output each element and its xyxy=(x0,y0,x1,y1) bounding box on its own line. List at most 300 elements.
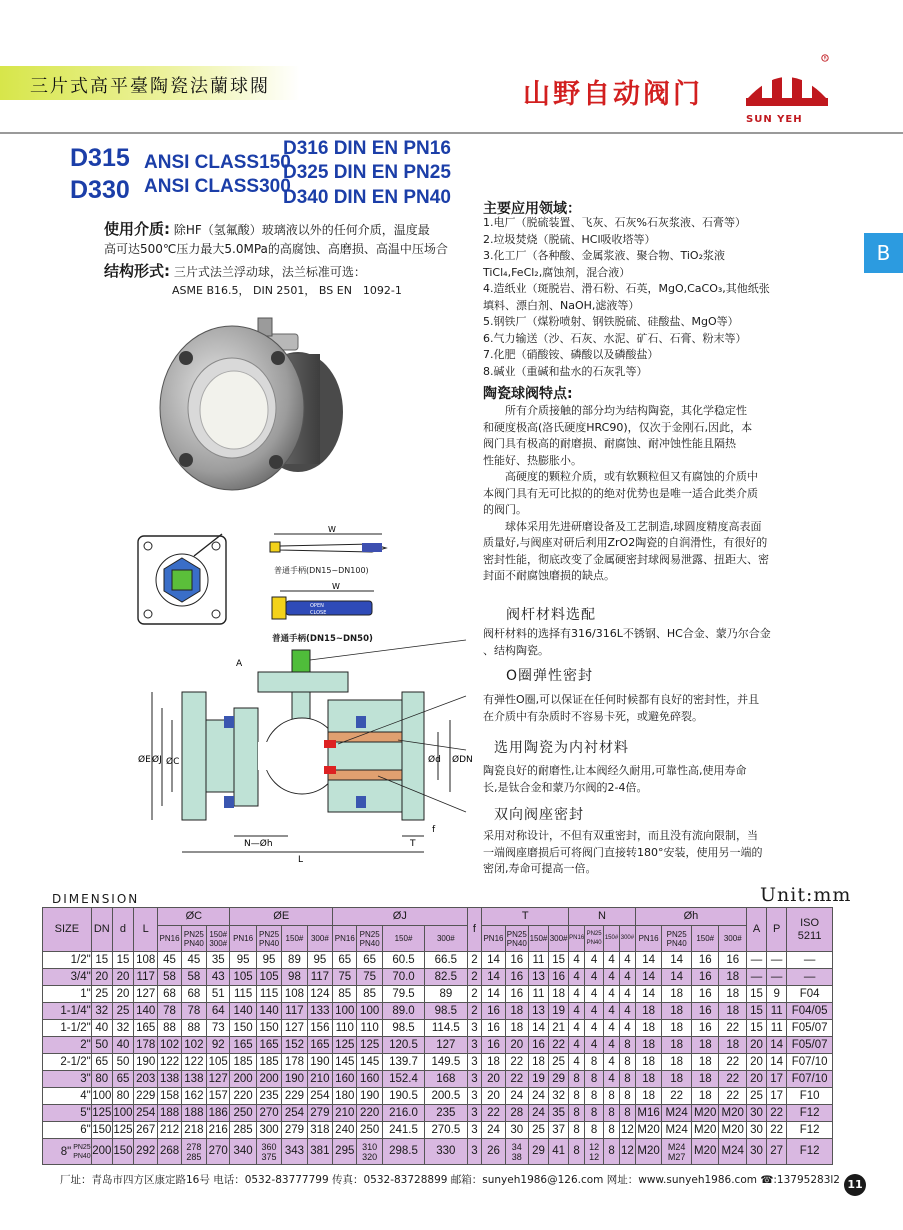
table-cell: 88 xyxy=(181,1020,206,1037)
feature-line: 性能好、热膨胀小。 xyxy=(483,453,582,467)
table-cell: 98 xyxy=(282,969,307,986)
table-cell: 19 xyxy=(528,1071,548,1088)
table-cell: 65 xyxy=(357,952,382,969)
table-cell: 75 xyxy=(357,969,382,986)
table-cell: 115 xyxy=(256,986,281,1003)
table-cell: 235 xyxy=(256,1088,281,1105)
head-c: ØC xyxy=(158,908,230,926)
table-cell: 30 xyxy=(747,1139,767,1165)
table-cell: 14 xyxy=(662,952,692,969)
table-cell: 18 xyxy=(635,1088,661,1105)
table-cell: 250 xyxy=(357,1122,382,1139)
table-cell: 218 xyxy=(181,1122,206,1139)
table-cell: 138 xyxy=(158,1071,181,1088)
sub-pn2540: PN25 PN40 xyxy=(256,926,281,952)
table-cell: 16 xyxy=(549,969,569,986)
table-cell: F05/07 xyxy=(787,1020,833,1037)
unit-label: Unit:mm xyxy=(760,884,852,906)
head-f: f xyxy=(467,908,482,952)
table-cell: 145 xyxy=(357,1054,382,1071)
table-cell: 14 xyxy=(635,986,661,1003)
annotation-title: 阀杆材料选配 xyxy=(506,607,596,623)
table-row xyxy=(43,1122,833,1139)
application-item: 8.碱业（重碱和盐水的石灰乳等） xyxy=(483,364,648,378)
table-cell: 152.4 xyxy=(382,1071,424,1088)
sub-150: 150# xyxy=(282,926,307,952)
table-cell: 220 xyxy=(357,1105,382,1122)
header-divider xyxy=(0,132,903,134)
table-cell: 270 xyxy=(207,1139,230,1165)
table-cell: 292 xyxy=(134,1139,158,1165)
table-cell: 18 xyxy=(528,1054,548,1071)
table-cell: 165 xyxy=(134,1020,158,1037)
page-number: 11 xyxy=(844,1174,866,1196)
table-cell: 4 xyxy=(619,986,635,1003)
table-cell: F12 xyxy=(787,1105,833,1122)
small-handle-drawing xyxy=(266,582,381,633)
table-cell: 180 xyxy=(333,1088,357,1105)
head-n: N xyxy=(569,908,636,926)
table-cell: 18 xyxy=(662,986,692,1003)
table-cell: 11 xyxy=(767,1003,787,1020)
table-cell: 18 xyxy=(635,1037,661,1054)
table-cell: 89 xyxy=(425,986,467,1003)
table-row xyxy=(43,1003,833,1020)
table-row xyxy=(43,952,833,969)
table-cell: 4 xyxy=(585,1003,604,1020)
table-cell: 267 xyxy=(134,1122,158,1139)
table-cell: 188 xyxy=(158,1105,181,1122)
table-row xyxy=(43,1020,833,1037)
sub-150: 150# xyxy=(382,926,424,952)
table-cell: 14 xyxy=(528,1020,548,1037)
model-ansi300: ANSI CLASS300 xyxy=(144,176,291,197)
table-cell: 22 xyxy=(719,1088,747,1105)
annotation-line: 在介质中有杂质时不容易卡死，或避免碎裂。 xyxy=(483,709,703,723)
table-cell: 140 xyxy=(134,1003,158,1020)
table-cell: 125 xyxy=(357,1037,382,1054)
table-cell: 18 xyxy=(635,1020,661,1037)
table-cell: 145 xyxy=(333,1054,357,1071)
table-cell: F04/05 xyxy=(787,1003,833,1020)
table-cell: 12 xyxy=(619,1139,635,1165)
table-cell: M20 xyxy=(635,1122,661,1139)
sub-150: 150# xyxy=(528,926,548,952)
table-cell: 100 xyxy=(91,1088,112,1105)
sub-c150300: 150# 300# xyxy=(207,926,230,952)
table-cell: 279 xyxy=(282,1122,307,1139)
table-cell: 18 xyxy=(691,1037,719,1054)
feature-line: 封面不耐腐蚀磨损的缺点。 xyxy=(483,569,615,582)
table-cell: 122 xyxy=(181,1054,206,1071)
table-cell: 35 xyxy=(207,952,230,969)
table-cell: 20 xyxy=(482,1071,505,1088)
media-label: 使用介质: xyxy=(104,220,170,238)
table-cell: M20 xyxy=(635,1139,661,1165)
table-cell: 20 xyxy=(747,1054,767,1071)
sub-300: 300# xyxy=(619,926,635,952)
table-cell: 115 xyxy=(230,986,256,1003)
table-cell: 165 xyxy=(307,1037,332,1054)
table-cell: 318 xyxy=(307,1122,332,1139)
table-cell: 29 xyxy=(549,1071,569,1088)
table-cell: 32 xyxy=(549,1088,569,1105)
dim-l: L xyxy=(298,855,304,865)
table-cell: 2 xyxy=(467,969,482,986)
table-cell: 110 xyxy=(333,1020,357,1037)
table-cell: F10 xyxy=(787,1088,833,1105)
table-cell: 14 xyxy=(635,952,661,969)
table-cell: 114.5 xyxy=(425,1020,467,1037)
table-cell: 24 xyxy=(505,1088,528,1105)
row-size: 1/2" xyxy=(43,952,92,969)
table-cell: 216.0 xyxy=(382,1105,424,1122)
dim-nh: N—Øh xyxy=(244,839,273,849)
table-cell: 160 xyxy=(357,1071,382,1088)
row-size: 1-1/4" xyxy=(43,1003,92,1020)
table-cell: 108 xyxy=(282,986,307,1003)
table-cell: 220 xyxy=(230,1088,256,1105)
dimension-table xyxy=(42,907,833,1165)
dim-w-1: W xyxy=(328,525,336,534)
dim-c: ØC xyxy=(166,757,180,767)
table-cell: 188 xyxy=(181,1105,206,1122)
table-cell: 20 xyxy=(112,986,133,1003)
table-cell: 65 xyxy=(91,1054,112,1071)
struct-text-1: 三片式法兰浮动球，法兰标准可选： xyxy=(173,265,366,279)
table-cell: 125 xyxy=(112,1122,133,1139)
struct-label: 结构形式: xyxy=(104,262,170,280)
table-cell: 298.5 xyxy=(382,1139,424,1165)
table-cell: 4 xyxy=(569,969,585,986)
head-h: Øh xyxy=(635,908,746,926)
table-cell: 158 xyxy=(158,1088,181,1105)
sub-pn2540: PN25 PN40 xyxy=(357,926,382,952)
head-e: ØE xyxy=(230,908,333,926)
table-cell: 4 xyxy=(604,952,620,969)
table-cell: 14 xyxy=(482,969,505,986)
table-cell: 254 xyxy=(307,1088,332,1105)
table-cell: 8 xyxy=(604,1139,620,1165)
table-cell: 210 xyxy=(333,1105,357,1122)
table-cell: 125 xyxy=(91,1105,112,1122)
table-cell: 50 xyxy=(112,1054,133,1071)
table-cell: 14 xyxy=(767,1037,787,1054)
feature-line: 质量好,与阀座对研后利用ZrO2陶瓷的自润滑性，有很好的 xyxy=(483,536,768,549)
table-cell: 24 xyxy=(528,1088,548,1105)
table-cell: 162 xyxy=(181,1088,206,1105)
table-cell: 85 xyxy=(357,986,382,1003)
table-cell: F07/10 xyxy=(787,1054,833,1071)
table-cell: 18 xyxy=(549,986,569,1003)
sub-150: 150# xyxy=(604,926,620,952)
table-cell: 11 xyxy=(528,986,548,1003)
table-cell: 18 xyxy=(662,1003,692,1020)
table-cell: 8 xyxy=(569,1139,585,1165)
table-cell: 8 xyxy=(619,1071,635,1088)
table-cell: 73 xyxy=(207,1020,230,1037)
table-cell: 28 xyxy=(505,1105,528,1122)
split-bottom: PN40 xyxy=(73,1152,91,1160)
dimension-label: DIMENSION xyxy=(52,892,140,906)
table-cell: 20 xyxy=(747,1037,767,1054)
page-title: 三片式高平臺陶瓷法蘭球閥 xyxy=(30,76,270,97)
table-row xyxy=(43,1071,833,1088)
table-cell: 98.5 xyxy=(382,1020,424,1037)
footer-contact: 厂址：青岛市四方区康定路16号 电话：0532-83777799 传真：0532-83728899 邮箱：sunyeh1986@126.com 网址：www.sunyeh1986.com ☎:13795283l2 xyxy=(60,1174,840,1186)
table-cell: 22 xyxy=(505,1071,528,1088)
table-cell: 3 xyxy=(467,1139,482,1165)
table-cell: 178 xyxy=(282,1054,307,1071)
applications-list xyxy=(483,215,803,380)
table-cell: 75 xyxy=(333,969,357,986)
table-cell: 95 xyxy=(256,952,281,969)
table-cell: 2 xyxy=(467,1003,482,1020)
table-cell: 16 xyxy=(691,1003,719,1020)
table-cell: 4 xyxy=(604,1054,620,1071)
table-cell: 11 xyxy=(767,1020,787,1037)
table-cell: 25 xyxy=(528,1122,548,1139)
table-cell: 190 xyxy=(134,1054,158,1071)
application-item: 6.气力输送（沙、石灰、水泥、矿石、石膏、粉末等） xyxy=(483,331,747,345)
dim-f: f xyxy=(432,825,436,835)
struct-text-2: ASME B16.5， DIN 2501， BS EN 1092-1 xyxy=(172,284,402,297)
sub-pn2540: PN25 PN40 xyxy=(505,926,528,952)
table-cell: 20 xyxy=(482,1088,505,1105)
table-cell: 16 xyxy=(691,986,719,1003)
row-size: 5" xyxy=(43,1105,92,1122)
table-cell: 4 xyxy=(585,986,604,1003)
table-cell: 32 xyxy=(91,1003,112,1020)
table-cell: 149.5 xyxy=(425,1054,467,1071)
table-cell: 330 xyxy=(425,1139,467,1165)
table-cell: 68 xyxy=(158,986,181,1003)
table-cell: 58 xyxy=(181,969,206,986)
sub-pn16: PN16 xyxy=(333,926,357,952)
table-cell: 117 xyxy=(134,969,158,986)
table-cell: 8 xyxy=(604,1122,620,1139)
table-cell: 41 xyxy=(549,1139,569,1165)
table-cell: 12 xyxy=(619,1122,635,1139)
sub-pn16: PN16 xyxy=(635,926,661,952)
table-cell: 16 xyxy=(691,952,719,969)
annotation-text xyxy=(483,692,793,725)
table-cell: 133 xyxy=(307,1003,332,1020)
feature-line: 和硬度极高(洛氏硬度HRC90)，仅次于金刚石,因此，本 xyxy=(483,420,753,434)
table-cell: 22 xyxy=(549,1037,569,1054)
table-cell: 254 xyxy=(282,1105,307,1122)
table-cell: 25 xyxy=(112,1003,133,1020)
table-cell: 4 xyxy=(569,1020,585,1037)
table-cell: 82.5 xyxy=(425,969,467,986)
table-cell: 18 xyxy=(662,1037,692,1054)
table-cell: 18 xyxy=(505,1020,528,1037)
table-cell: 80 xyxy=(91,1071,112,1088)
table-cell: 190 xyxy=(307,1054,332,1071)
top-view-drawing xyxy=(134,532,232,628)
table-cell: 16 xyxy=(505,952,528,969)
row-size: 3/4" xyxy=(43,969,92,986)
sub-pn2540: PN25 PN40 xyxy=(662,926,692,952)
brand-name: 山野自动阀门 xyxy=(523,79,703,110)
application-item: 5.钢铁厂（煤粉喷射、钢铁脱硫、硅酸盐、MgO等） xyxy=(483,315,739,328)
feature-line: 所有介质接触的部分均为结构陶瓷，其化学稳定性 xyxy=(505,404,747,417)
table-cell: 360 375 xyxy=(256,1139,281,1165)
model-din16: D316 DIN EN PN16 xyxy=(283,138,451,159)
table-cell: 98.5 xyxy=(425,1003,467,1020)
table-cell: 14 xyxy=(482,952,505,969)
table-cell: 127 xyxy=(207,1071,230,1088)
table-cell: 16 xyxy=(505,986,528,1003)
table-cell: 3 xyxy=(467,1054,482,1071)
table-cell: 110 xyxy=(357,1020,382,1037)
section-drawing xyxy=(128,650,473,872)
table-cell: 22 xyxy=(482,1105,505,1122)
table-cell: 13 xyxy=(528,969,548,986)
table-cell: 240 xyxy=(333,1122,357,1139)
dim-w-2: W xyxy=(332,582,340,591)
table-cell: 16 xyxy=(505,969,528,986)
table-cell: F07/10 xyxy=(787,1071,833,1088)
table-cell: 140 xyxy=(230,1003,256,1020)
table-cell: 24 xyxy=(482,1122,505,1139)
table-cell: 254 xyxy=(134,1105,158,1122)
table-cell: 32 xyxy=(112,1020,133,1037)
table-cell: 19 xyxy=(549,1003,569,1020)
model-ansi150: ANSI CLASS150 xyxy=(144,152,291,173)
table-cell: 88 xyxy=(158,1020,181,1037)
table-cell: 17 xyxy=(767,1071,787,1088)
sub-300: 300# xyxy=(307,926,332,952)
table-cell: M20 xyxy=(691,1139,719,1165)
table-cell: 8 xyxy=(585,1122,604,1139)
table-cell: 8 xyxy=(619,1105,635,1122)
table-cell: 18 xyxy=(691,1054,719,1071)
table-cell: 12 12 xyxy=(585,1139,604,1165)
table-cell: 138 xyxy=(181,1071,206,1088)
row-size: 3" xyxy=(43,1071,92,1088)
feature-line: 球体采用先进研磨设备及工艺制造,球圆度精度高表面 xyxy=(505,519,762,533)
table-cell: 216 xyxy=(207,1122,230,1139)
table-cell: 35 xyxy=(549,1105,569,1122)
sub-pn2540: PN25 PN40 xyxy=(181,926,206,952)
table-cell: 8 xyxy=(585,1071,604,1088)
head-iso-1: ISO xyxy=(800,916,820,929)
table-cell: — xyxy=(767,969,787,986)
sub-pn16: PN16 xyxy=(482,926,505,952)
application-item: TiCl₄,FeCl₂,腐蚀剂，混合液） xyxy=(483,265,631,279)
table-cell: 70.0 xyxy=(382,969,424,986)
table-cell: 18 xyxy=(719,969,747,986)
table-cell: 18 xyxy=(691,1071,719,1088)
table-cell: 22 xyxy=(505,1054,528,1071)
table-cell: 3 xyxy=(467,1105,482,1122)
annotation-line: 有弹性O圈,可以保证在任何时候都有良好的密封性，并且 xyxy=(483,693,760,706)
annotation-line: 长,是钛合金和蒙乃尔阀的2-4倍。 xyxy=(483,780,648,794)
table-cell: 8 xyxy=(585,1054,604,1071)
table-cell: 295 xyxy=(333,1139,357,1165)
annotation-title: 双向阀座密封 xyxy=(494,807,584,823)
section-tab-b: B xyxy=(864,233,903,273)
table-cell: — xyxy=(767,952,787,969)
table-cell: 3 xyxy=(467,1020,482,1037)
table-cell: 165 xyxy=(230,1037,256,1054)
head-a: A xyxy=(747,908,767,952)
table-cell: 4 xyxy=(604,1037,620,1054)
table-cell: 270 xyxy=(256,1105,281,1122)
table-cell: 124 xyxy=(307,986,332,1003)
table-cell: 127 xyxy=(282,1020,307,1037)
table-cell: 270.5 xyxy=(425,1122,467,1139)
table-cell: 212 xyxy=(158,1122,181,1139)
table-cell: 3 xyxy=(467,1037,482,1054)
table-cell: 165 xyxy=(256,1037,281,1054)
table-cell: M24 xyxy=(719,1139,747,1165)
table-cell: 20 xyxy=(505,1037,528,1054)
table-cell: 20 xyxy=(747,1071,767,1088)
table-cell: 4 xyxy=(569,986,585,1003)
table-cell: 108 xyxy=(134,952,158,969)
application-item: 4.造纸业（斑脱岩、滑石粉、石英，MgO,CaCO₃,其他纸张 xyxy=(483,282,770,295)
table-cell: 27 xyxy=(767,1139,787,1165)
table-cell: 16 xyxy=(482,1003,505,1020)
table-cell: 105 xyxy=(256,969,281,986)
table-cell: 2 xyxy=(467,952,482,969)
annotation-text xyxy=(483,828,793,878)
head-iso xyxy=(787,908,833,952)
table-cell: 18 xyxy=(635,1071,661,1088)
application-item: 7.化肥（硝酸铵、磷酸以及磷酸盐） xyxy=(483,348,659,361)
table-body xyxy=(43,952,833,1165)
table-cell: 122 xyxy=(158,1054,181,1071)
table-cell: 190 xyxy=(282,1071,307,1088)
annotation-line: 陶瓷良好的耐磨性,让本阀经久耐用,可靠性高,使用寿命 xyxy=(483,764,747,777)
row-size: 1" xyxy=(43,986,92,1003)
table-cell: 89 xyxy=(282,952,307,969)
table-cell: 310 320 xyxy=(357,1139,382,1165)
media-text-2: 高可达500℃压力最大5.0MPa的高腐蚀、高磨损、高温中压场合 xyxy=(104,242,448,256)
table-row xyxy=(43,1139,833,1165)
table-cell: 14 xyxy=(767,1054,787,1071)
features-title: 陶瓷球阀特点: xyxy=(483,386,573,402)
table-cell: 4 xyxy=(585,1020,604,1037)
table-cell: 22 xyxy=(719,1071,747,1088)
sub-pn2540: PN25 PN40 xyxy=(585,926,604,952)
table-cell: M24 xyxy=(662,1122,692,1139)
table-cell: 278 285 xyxy=(181,1139,206,1165)
table-cell: 14 xyxy=(482,986,505,1003)
table-cell: 100 xyxy=(112,1105,133,1122)
table-cell: 190.5 xyxy=(382,1088,424,1105)
table-cell: 8 xyxy=(569,1122,585,1139)
table-cell: 68 xyxy=(181,986,206,1003)
table-cell: M20 xyxy=(719,1122,747,1139)
table-cell: 4 xyxy=(585,969,604,986)
table-cell: 168 xyxy=(425,1071,467,1088)
annotation-line: 采用对称设计，不但有双重密封，而且没有流向限制，当 xyxy=(483,829,758,842)
table-cell: 79.5 xyxy=(382,986,424,1003)
table-cell: 18 xyxy=(635,1003,661,1020)
table-cell: 18 xyxy=(662,1020,692,1037)
table-cell: 185 xyxy=(256,1054,281,1071)
handle-small-label: 普通手柄(DN15~DN50) xyxy=(272,634,373,644)
table-cell: 117 xyxy=(307,969,332,986)
head-d: d xyxy=(112,908,133,952)
annotation-line: 阀杆材料的选择有316/316L不锈钢、HC合金、蒙乃尔合金 xyxy=(483,627,771,640)
table-cell: 117 xyxy=(282,1003,307,1020)
table-cell: 25 xyxy=(747,1088,767,1105)
table-cell: 9 xyxy=(767,986,787,1003)
